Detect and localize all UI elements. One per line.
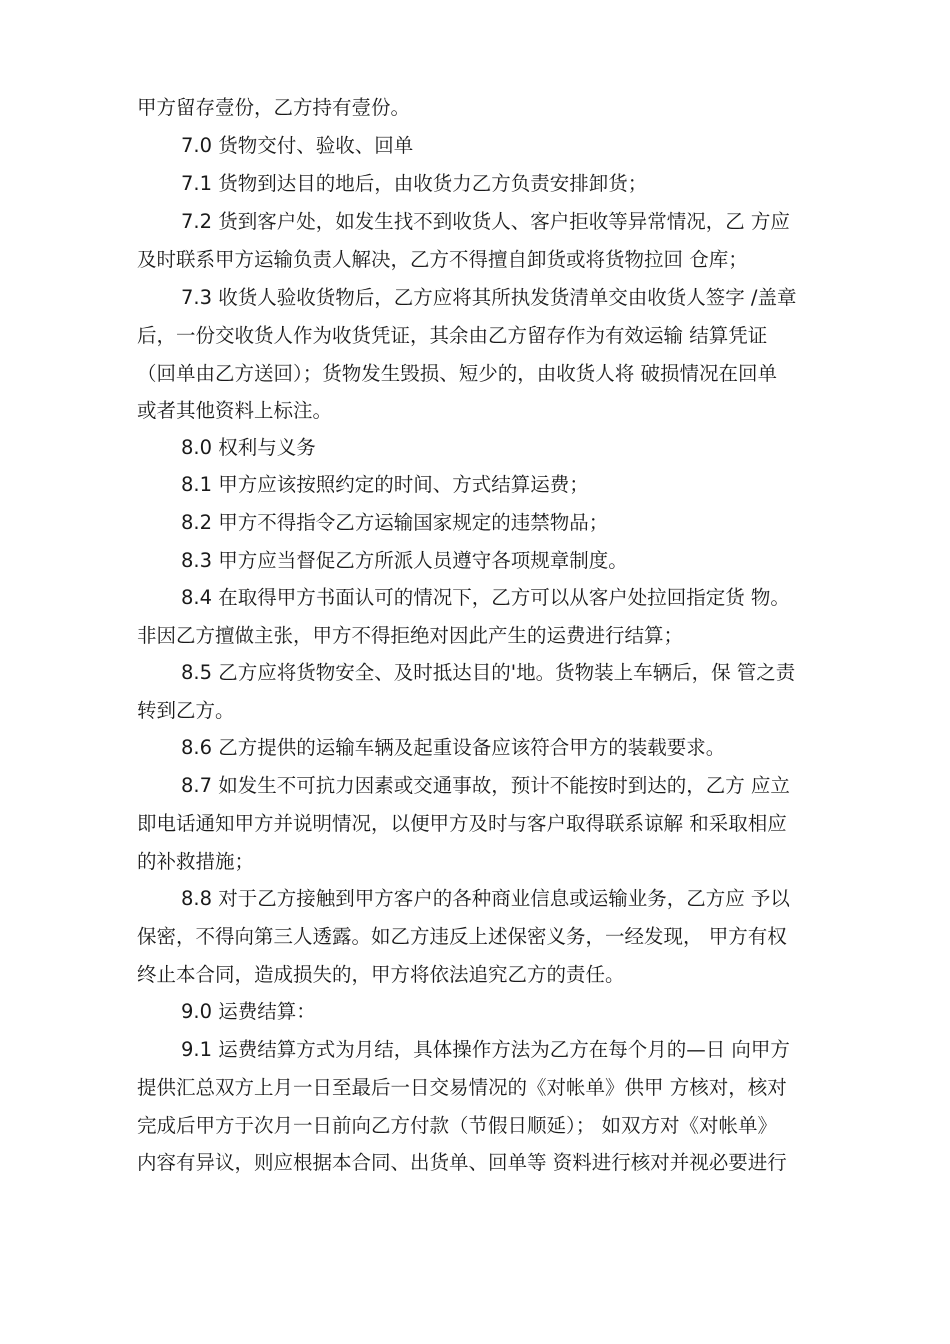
text-line: 后，一份交收货人作为收货凭证，其余由乙方留存作为有效运输 结算凭证: [137, 324, 768, 347]
text-line: 完成后甲方于次月一日前向乙方付款（节假日顺延）； 如双方对《对帐单》: [137, 1114, 777, 1137]
text-line: （回单由乙方送回）；货物发生毁损、短少的，由收货人将 破损情况在回单: [137, 362, 777, 385]
paragraph-start: 7.1 货物到达目的地后，由收货力乙方负责安排卸货；: [181, 172, 648, 195]
paragraph-start: 8.1 甲方应该按照约定的时间、方式结算运费；: [181, 473, 589, 496]
paragraph-start: 8.2 甲方不得指令乙方运输国家规定的违禁物品；: [181, 511, 609, 534]
text-line: 及时联系甲方运输负责人解决，乙方不得擅自卸货或将货物拉回 仓库；: [137, 248, 748, 271]
paragraph-start: 8.4 在取得甲方书面认可的情况下，乙方可以从客户处拉回指定货 物。: [181, 586, 790, 609]
text-line: 保密，不得向第三人透露。如乙方违反上述保密义务，一经发现， 甲方有权: [137, 925, 787, 948]
section-heading: 8.0 权利与义务: [181, 436, 316, 459]
section-heading: 9.0 运费结算：: [181, 1000, 316, 1023]
text-line: 非因乙方擅做主张，甲方不得拒绝对因此产生的运费进行结算；: [137, 624, 684, 647]
text-line: 或者其他资料上标注。: [137, 399, 333, 422]
text-line: 内容有异议，则应根据本合同、出货单、回单等 资料进行核对并视必要进行: [137, 1151, 787, 1174]
section-heading: 7.0 货物交付、验收、回单: [181, 134, 414, 157]
paragraph-start: 8.5 乙方应将货物安全、及时抵达目的'地。货物装上车辆后，保 管之责: [181, 661, 796, 684]
text-line: 提供汇总双方上月一日至最后一日交易情况的《对帐单》供甲 方核对，核对: [137, 1076, 787, 1099]
text-line: 甲方留存壹份，乙方持有壹份。: [137, 96, 411, 119]
text-line: 即电话通知甲方并说明情况，以便甲方及时与客户取得联系谅解 和采取相应: [137, 812, 787, 835]
paragraph-start: 8.6 乙方提供的运输车辆及起重设备应该符合甲方的装载要求。: [181, 736, 726, 759]
text-line: 的补救措施；: [137, 850, 255, 873]
paragraph-start: 7.3 收货人验收货物后，乙方应将其所执发货清单交由收货人签字 /盖章: [181, 286, 797, 309]
paragraph-start: 8.3 甲方应当督促乙方所派人员遵守各项规章制度。: [181, 549, 628, 572]
paragraph-start: 8.8 对于乙方接触到甲方客户的各种商业信息或运输业务，乙方应 予以: [181, 887, 790, 910]
text-line: 转到乙方。: [137, 699, 235, 722]
paragraph-start: 8.7 如发生不可抗力因素或交通事故，预计不能按时到达的，乙方 应立: [181, 774, 790, 797]
paragraph-start: 9.1 运费结算方式为月结，具体操作方法为乙方在每个月的—日 向甲方: [181, 1038, 790, 1061]
paragraph-start: 7.2 货到客户处，如发生找不到收货人、客户拒收等异常情况，乙 方应: [181, 210, 790, 233]
text-line: 终止本合同，造成损失的，甲方将依法追究乙方的责任。: [137, 963, 625, 986]
